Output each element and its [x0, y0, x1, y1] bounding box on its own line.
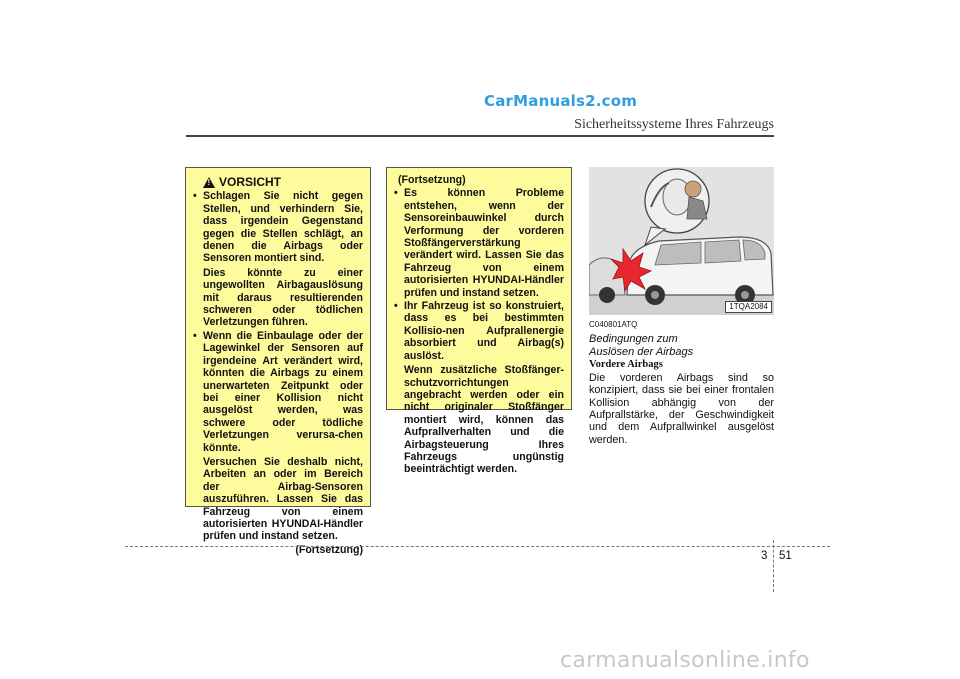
caution-box — [185, 167, 371, 556]
caution-item-text: Ihr Fahrzeug ist so konstruiert, dass es bei bestimmten Kollisio-nen Aufprallenergie absorbiert und Airbag(s) auslöst. — [404, 300, 564, 362]
caution-item — [193, 330, 363, 543]
continued-label: (Fortsetzung) — [398, 174, 466, 186]
airbag-conditions-section — [589, 319, 774, 446]
section-code: C040801ATQ — [589, 320, 638, 329]
caution-box-continued — [386, 167, 572, 476]
airbag-illustration — [589, 167, 774, 315]
section-body: Die vorderen Airbags sind so konzipiert, dass sie bei einer frontalen Kollision abhängig von der Aufprallstärke, der Geschwindigkeit und dem Aufprallwinkel ausgelöst werden. — [589, 371, 774, 446]
collision-drawing — [589, 167, 774, 315]
caution-item-text: Es können Probleme entstehen, wenn der Sensoreinbauwinkel durch Verformung der vorderen Stoßfängerverstärkung verändert wird. Lassen Sie das Fahrzeug von einem autorisierten HYUNDAI-Händler prüfen und instand setzen. — [404, 187, 564, 299]
page-number-separator — [773, 540, 774, 592]
caution-item — [193, 190, 363, 328]
caution-item-note: Dies könnte zu einer ungewollten Airbagauslösung mit daraus resultierenden schweren oder tödlichen Verletzungen führen. — [203, 266, 363, 329]
caution-list — [193, 190, 363, 542]
watermark-logo-top[interactable]: CarManuals2.com — [484, 92, 638, 110]
caution-item-note: Versuchen Sie deshalb nicht, Arbeiten an oder im Bereich der Airbag-Sensoren auszuführen. Lassen Sie das Fahrzeug von einem autorisierten HYUNDAI-Händler prüfen und instand setzen. — [203, 455, 363, 543]
warning-triangle-icon — [203, 177, 215, 188]
caution-header — [203, 176, 363, 188]
caution-list — [394, 187, 564, 475]
section-heading-line2: Auslösen der Airbags — [589, 345, 694, 358]
caution-title: VORSICHT — [219, 175, 282, 189]
caution-item-text: Schlagen Sie nicht gegen Stellen, und verhindern Sie, dass irgendein Gegenstand gegen die Stellen schlägt, an denen die Airbags oder Sensoren montiert sind. — [203, 190, 363, 265]
illustration-code: 1TQA2084 — [725, 301, 772, 313]
footer-divider — [125, 546, 830, 547]
watermark-logo-bottom[interactable]: carmanualsonline.info — [560, 648, 810, 673]
section-heading-line1: Bedingungen zum — [589, 333, 678, 346]
continued-label: (Fortsetzung) — [295, 543, 363, 556]
section-subheading: Vordere Airbags — [589, 359, 663, 371]
caution-item-text: Wenn die Einbaulage oder der Lagewinkel der Sensoren auf irgendeine Art verändert wird, könnten die Airbags zu einem unerwarteten Zeitpunkt oder bei einer Kollision nicht ausgelöst werden, was schwere oder tödliche Verletzungen verursa-chen könnte. — [203, 329, 363, 454]
chapter-number: 3 — [761, 550, 768, 562]
section-title: Sicherheitssysteme Ihres Fahrzeugs — [574, 117, 774, 132]
caution-item — [394, 187, 564, 299]
header-divider — [186, 135, 774, 137]
page-number: 51 — [779, 550, 792, 562]
caution-item-note: Wenn zusätzliche Stoßfänger-schutzvorrichtungen angebracht werden oder ein nicht originaler Stoßfänger montiert wird, können das Aufprallverhalten und die Airbagsteuerung Ihres Fahrzeugs ungünstig beeinträchtigt werden. — [404, 364, 564, 476]
caution-item — [394, 300, 564, 476]
